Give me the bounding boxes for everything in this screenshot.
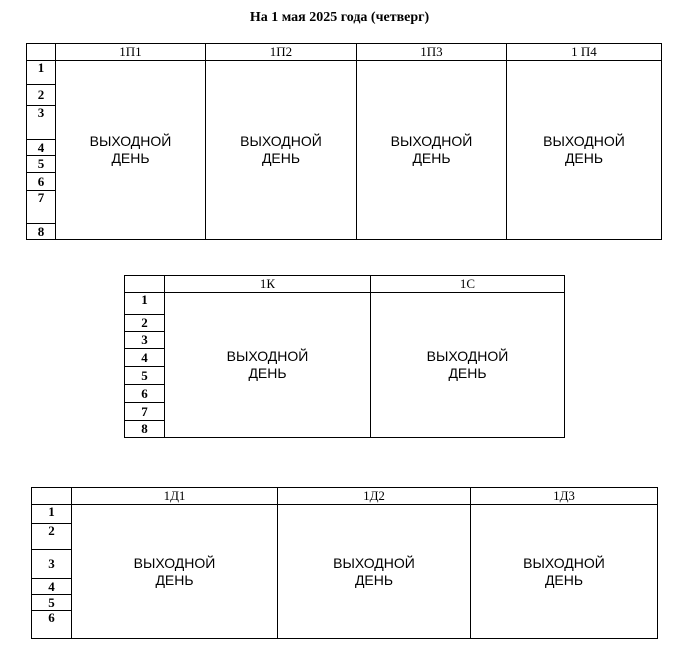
lesson-number: 4	[125, 349, 165, 367]
class-header: 1Д1	[72, 488, 278, 505]
day-off-line: ВЫХОДНОЙ	[426, 348, 509, 364]
day-off-line: ДЕНЬ	[448, 365, 487, 381]
day-off-cell	[206, 61, 357, 240]
day-off-line: ДЕНЬ	[354, 571, 394, 588]
lesson-number: 8	[125, 421, 165, 438]
day-off-line: ВЫХОДНОЙ	[523, 554, 605, 571]
class-header: 1П3	[357, 44, 507, 61]
day-off-cell	[507, 61, 662, 240]
day-off-line: ВЫХОДНОЙ	[226, 348, 309, 364]
lesson-number: 5	[27, 156, 56, 173]
lesson-number: 1	[27, 61, 56, 85]
lesson-number: 7	[125, 403, 165, 421]
day-off-cell	[278, 505, 471, 639]
schedule-table-1	[26, 43, 662, 240]
day-off-line: ДЕНЬ	[412, 150, 451, 166]
schedule-table-2	[124, 275, 565, 438]
class-header: 1 П4	[507, 44, 662, 61]
lesson-number: 1	[32, 505, 72, 524]
page-title: На 1 мая 2025 года (четверг)	[249, 10, 430, 25]
day-off-line: ВЫХОДНОЙ	[333, 554, 415, 571]
lesson-number: 2	[27, 85, 56, 106]
lesson-number: 5	[125, 367, 165, 385]
lesson-number: 6	[125, 385, 165, 403]
day-off-line: ВЫХОДНОЙ	[390, 133, 473, 149]
day-off-line: ВЫХОДНОЙ	[240, 133, 322, 149]
day-off-line: ДЕНЬ	[261, 150, 301, 166]
lesson-number: 8	[27, 224, 56, 240]
corner-cell	[32, 488, 72, 505]
day-off-line: ДЕНЬ	[564, 150, 604, 166]
day-off-cell	[371, 293, 565, 438]
class-header: 1Д2	[278, 488, 471, 505]
day-off-line: ДЕНЬ	[248, 365, 287, 381]
day-off-cell	[72, 505, 278, 639]
class-header: 1Д3	[471, 488, 658, 505]
lesson-number: 3	[27, 106, 56, 140]
day-off-line: ВЫХОДНОЙ	[543, 133, 625, 149]
lesson-number: 2	[32, 524, 72, 550]
class-header: 1К	[165, 276, 371, 293]
lesson-number: 6	[27, 173, 56, 191]
day-off-line: ВЫХОДНОЙ	[133, 554, 216, 571]
day-off-cell	[165, 293, 371, 438]
lesson-number: 1	[125, 293, 165, 315]
day-off-line: ДЕНЬ	[155, 571, 194, 588]
day-off-cell	[357, 61, 507, 240]
day-off-line: ДЕНЬ	[544, 571, 584, 588]
lesson-number: 7	[27, 191, 56, 224]
class-header: 1П2	[206, 44, 357, 61]
lesson-number: 2	[125, 315, 165, 332]
day-off-cell	[56, 61, 206, 240]
lesson-number: 6	[32, 611, 72, 639]
corner-cell	[27, 44, 56, 61]
day-off-cell	[471, 505, 658, 639]
lesson-number: 3	[125, 332, 165, 349]
class-header: 1П1	[56, 44, 206, 61]
class-header: 1С	[371, 276, 565, 293]
lesson-number: 3	[32, 550, 72, 579]
lesson-number: 4	[27, 140, 56, 156]
lesson-number: 5	[32, 595, 72, 611]
lesson-number: 4	[32, 579, 72, 595]
corner-cell	[125, 276, 165, 293]
day-off-line: ДЕНЬ	[111, 150, 150, 166]
schedule-table-3	[31, 487, 658, 639]
day-off-line: ВЫХОДНОЙ	[89, 133, 172, 149]
